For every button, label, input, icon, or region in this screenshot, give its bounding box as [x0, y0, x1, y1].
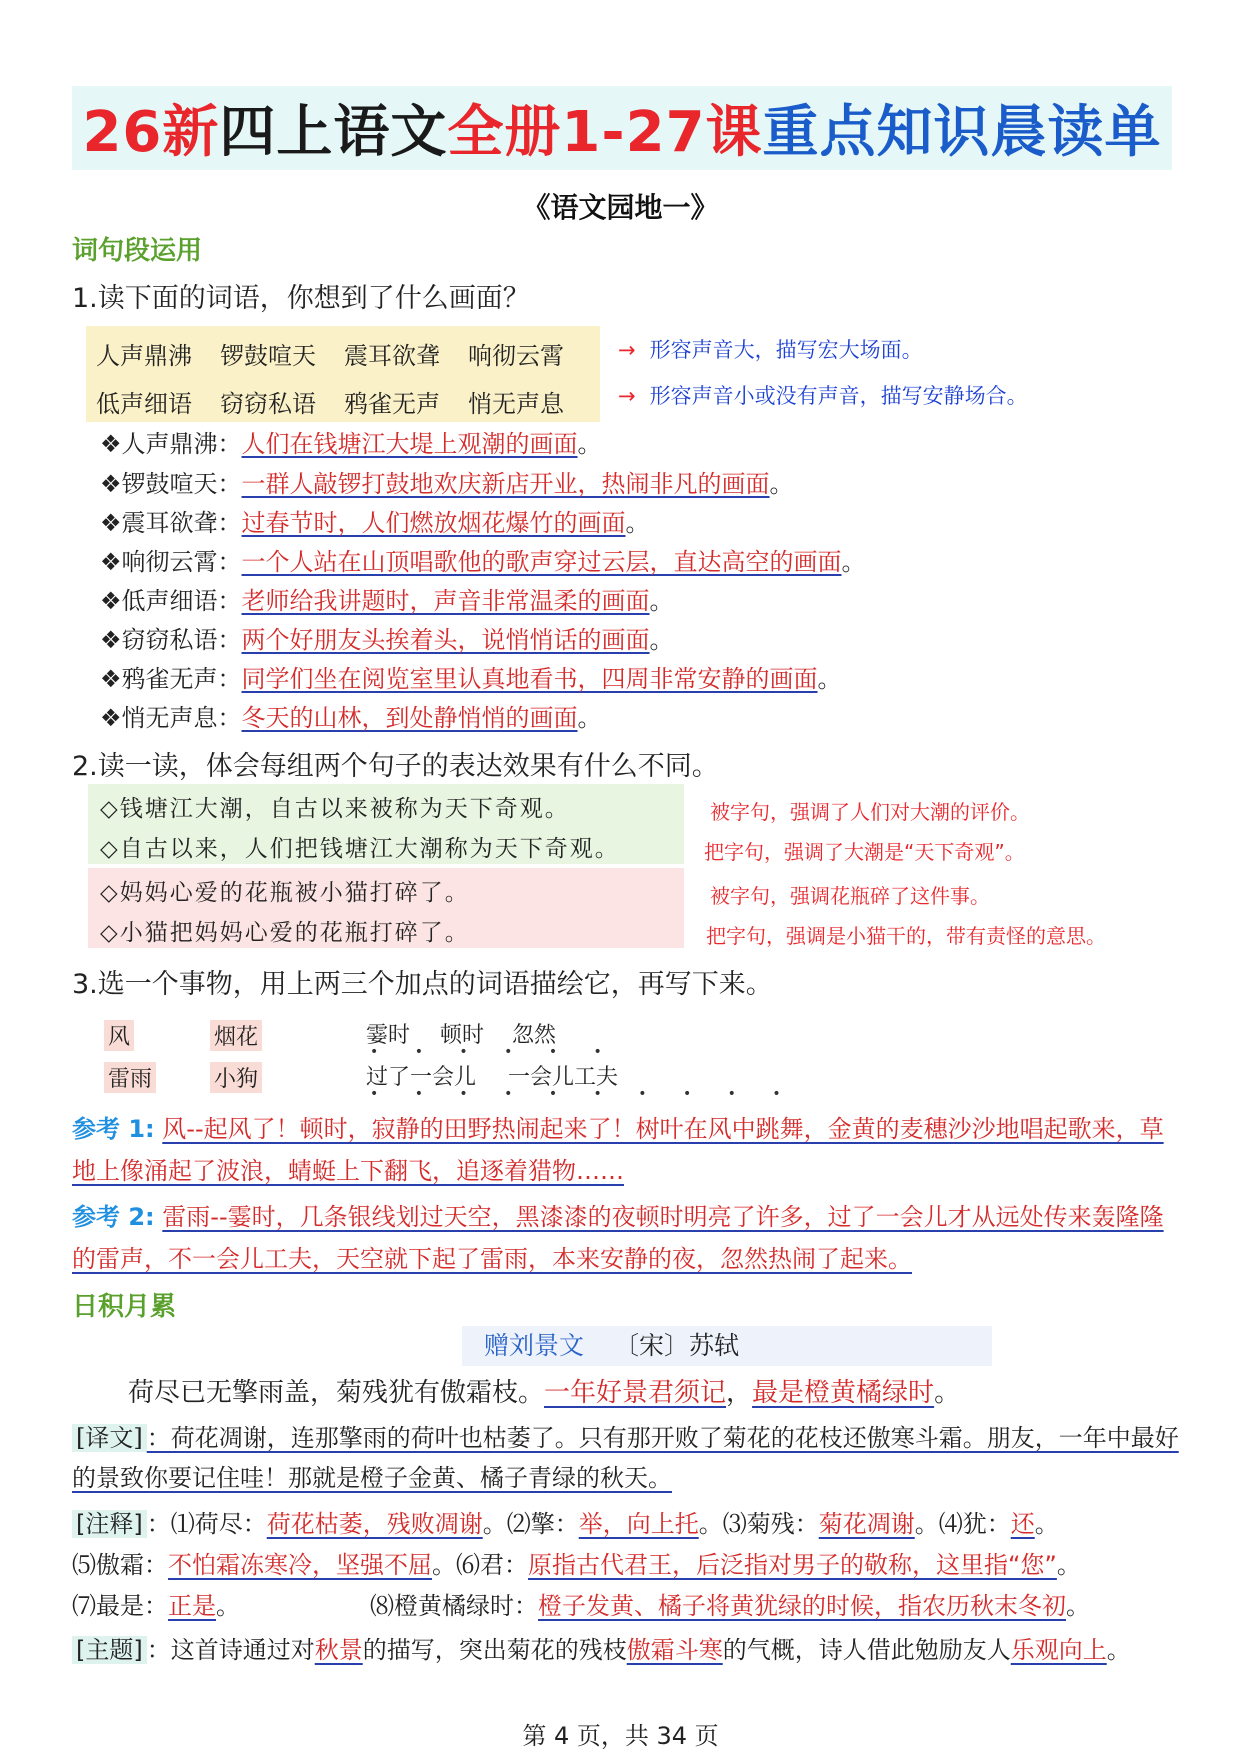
arrow-right-icon: → [618, 384, 636, 408]
title-part-1: 26新 [82, 100, 220, 165]
reference-answer-2: 参考 2: 雷雨--霎时，几条银线划过天空，黑漆漆的夜顿时明亮了许多，过了一会儿才从远处传来轰隆隆的雷声，不一会儿工夫，天空就下起了雷雨，本来安静的夜，忽然热闹了起来。 [72, 1203, 1164, 1273]
sentence: ◇小猫把妈妈心爱的花瓶打碎了。 [100, 920, 470, 946]
answer-item: ❖鸦雀无声：同学们坐在阅览室里认真地看书，四周非常安静的画面。 [100, 665, 842, 693]
word-box [86, 326, 600, 422]
sentence: ◇自古以来，人们把钱塘江大潮称为天下奇观。 [100, 836, 620, 862]
emphasis-dots: • • • • • • [370, 1044, 618, 1060]
theme: [主题] ：这首诗通过对秋景的描写，突出菊花的残枝傲霜斗寒的气概，诗人借此勉励友人乐观向上。 [72, 1630, 1182, 1670]
dotted-word: 霎时 [366, 1023, 411, 1048]
thing-tag: 小狗 [210, 1062, 262, 1093]
emphasis-dots: • • • • • • • • • • [370, 1086, 797, 1102]
note-loud: → 形容声音大，描写宏大场面。 [618, 338, 923, 362]
note-quiet: → 形容声音小或没有声音，描写安静场合。 [618, 384, 1028, 408]
arrow-right-icon: → [618, 338, 636, 362]
poem-text: 荷尽已无擎雨盖，菊残犹有傲霜枝。一年好景君须记，最是橙黄橘绿时。 [128, 1378, 961, 1408]
page-title [72, 86, 1172, 170]
answer-item: ❖悄无声息：冬天的山林，到处静悄悄的画面。 [100, 704, 602, 732]
title-part-3: 全册1-27课 [447, 100, 763, 165]
lesson-subtitle: 《语文园地一》 [522, 191, 719, 224]
thing-tag: 雷雨 [104, 1062, 156, 1093]
thing-tag: 风 [104, 1020, 134, 1051]
word: 低声细语 [96, 390, 192, 418]
sentence-note: 把字句，强调是小猫干的，带有责怪的意思。 [706, 924, 1106, 948]
poem-title: 赠刘景文 [484, 1331, 585, 1360]
word: 鸦雀无声 [344, 390, 440, 418]
question-3: 3.选一个事物，用上两三个加点的词语描绘它，再写下来。 [72, 969, 773, 1000]
answer-item: ❖锣鼓喧天：一群人敲锣打鼓地欢庆新店开业，热闹非凡的画面。 [100, 470, 794, 498]
sentence-note: 被字句，强调了人们对大潮的评价。 [710, 800, 1030, 824]
question-1: 1.读下面的词语，你想到了什么画面？ [72, 283, 530, 314]
reference-answer-1: 参考 1: 风--起风了！顿时，寂静的田野热闹起来了！树叶在风中跳舞，金黄的麦穗沙沙地唱起歌来，草地上像涌起了波浪，蜻蜓上下翻飞，追逐着猎物…… [72, 1115, 1164, 1185]
word-row-loud [96, 336, 564, 371]
answer-item: ❖人声鼎沸：人们在钱塘江大堤上观潮的画面。 [100, 430, 602, 458]
dotted-word: 一会儿工夫 [508, 1065, 619, 1090]
answer-item: ❖响彻云霄：一个人站在山顶唱歌他的歌声穿过云层，直达高空的画面。 [100, 548, 866, 576]
answer-item: ❖低声细语：老师给我讲题时，声音非常温柔的画面。 [100, 587, 674, 615]
dotted-word: 忽然 [512, 1023, 557, 1048]
section-heading-accumulation: 日积月累 [72, 1292, 177, 1322]
translation-label: [译文] [72, 1424, 147, 1452]
sentence: ◇钱塘江大潮，自古以来被称为天下奇观。 [100, 796, 570, 822]
poem-author: 〔宋〕苏轼 [613, 1331, 739, 1360]
sentence-note: 被字句，强调花瓶碎了这件事。 [710, 884, 990, 908]
notes-line-1: [注释] ：⑴荷尽：荷花枯萎，残败凋谢。⑵擎：举，向上托。⑶菊残：菊花凋谢。⑷犹：还。 [72, 1504, 1182, 1544]
notes-line-3: ⑺最是：正是。 ⑻橙黄橘绿时：橙子发黄、橘子将黄犹绿的时候，指农历秋末冬初。 [72, 1592, 1090, 1620]
sentence-note: 把字句，强调了大潮是“天下奇观”。 [704, 840, 1025, 864]
notes-label: [注释] [72, 1510, 147, 1538]
poem-header [462, 1326, 992, 1366]
theme-label: [主题] [72, 1636, 147, 1664]
sentence: ◇妈妈心爱的花瓶被小猫打碎了。 [100, 880, 470, 906]
dotted-word: 顿时 [440, 1023, 485, 1048]
word: 响彻云霄 [468, 342, 564, 370]
word: 窃窃私语 [220, 390, 316, 418]
thing-tag: 烟花 [210, 1020, 262, 1051]
question-2: 2.读一读，体会每组两个句子的表达效果有什么不同。 [72, 751, 719, 782]
word: 人声鼎沸 [96, 342, 192, 370]
page-number: 第 4 页，共 34 页 [522, 1722, 719, 1750]
word-row-quiet [96, 384, 564, 419]
answer-item: ❖窃窃私语：两个好朋友头挨着头，说悄悄话的画面。 [100, 626, 674, 654]
word: 震耳欲聋 [344, 342, 440, 370]
title-part-4: 重点知识晨读单 [762, 100, 1162, 165]
word: 悄无声息 [468, 390, 564, 418]
title-part-2: 四上语文 [219, 100, 448, 165]
dotted-word: 过了一会儿 [366, 1065, 477, 1090]
notes-line-2: ⑸傲霜：不怕霜冻寒冷，坚强不屈。⑹君：原指古代君王，后泛指对男子的敬称，这里指“您”。 [72, 1551, 1081, 1579]
section-heading-usage: 词句段运用 [72, 236, 203, 266]
translation: [译文] ：荷花凋谢，连那擎雨的荷叶也枯萎了。只有那开败了菊花的花枝还傲寒斗霜。朋友，一年中最好的景致你要记住哇！那就是橙子金黄、橘子青绿的秋天。 [72, 1424, 1179, 1492]
answer-item: ❖震耳欲聋：过春节时，人们燃放烟花爆竹的画面。 [100, 509, 650, 537]
word: 锣鼓喧天 [220, 342, 316, 370]
